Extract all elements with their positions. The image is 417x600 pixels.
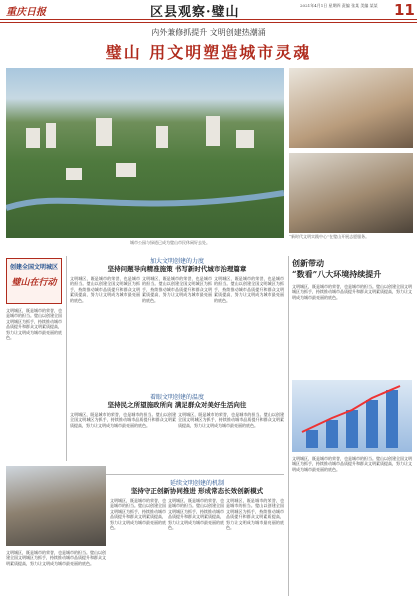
community-photo [6, 466, 106, 546]
section-kicker-1: 加大文明创建的力度 [149, 258, 204, 265]
section-title-1: 坚持问题导向精准施策 书写新时代城市治理篇章 [107, 265, 247, 273]
section-title-3: 坚持守正创新协同推进 形成常态长效创新模式 [130, 487, 264, 495]
sidebar-body: 文明城区，既是城市的荣誉，也是城市的担当。璧山以创建全国文明城区为抓手，持续推动城市品质提升和群众文明素质提高，努力让文明成为城市最亮丽的底色。 [292, 284, 412, 300]
section-kicker-3: 延续文明创建的机制 [169, 480, 224, 487]
subheadline: 内外兼修抓提升 文明创建热潮涌 [151, 28, 266, 37]
headline: 璧山 用文明塑造城市灵魂 [105, 43, 312, 62]
masthead: 重庆日报 [6, 7, 46, 18]
logo-line-1: 创建全国文明城区 [9, 264, 58, 271]
article-column-6: 文明城区，既是城市的荣誉，也是城市的担当。璧山以创建全国文明城区为抓手，持续推动城市品质提升和群众文明素质提高，努力让文明成为城市最亮丽的底色。 [178, 412, 284, 428]
sidebar-title-line-2: “数看”八大环境持续提升 [292, 269, 382, 279]
sidebar-title-line-1: 创新带动 [292, 258, 324, 268]
article-column-1: 文明城区，既是城市的荣誉，也是城市的担当。璧山以创建全国文明城区为抓手，持续推动城市品质提升和群众文明素质提高，努力让文明成为城市最亮丽的底色。 [6, 308, 62, 341]
elderly-care-photo [289, 153, 413, 233]
city-illustration [6, 68, 284, 238]
article-column-2: 文明城区，既是城市的荣誉，也是城市的担当。璧山以创建全国文明城区为抓手，持续推动城市品质提升和群众文明素质提高，努力让文明成为城市最亮丽的底色。 [70, 276, 140, 303]
section-title: 区县观察·璧山 [150, 5, 240, 20]
section-kicker-2: 着眼文明创建的温度 [149, 394, 204, 401]
header-rule [0, 22, 417, 23]
sidebar-body-2: 文明城区，既是城市的荣誉，也是城市的担当。璧山以创建全国文明城区为抓手，持续推动城市品质提升和群众文明素质提高，努力让文明成为城市最亮丽的底色。 [292, 456, 412, 472]
article-column-8: 文明城区，既是城市的荣誉，也是城市的担当。璧山以创建全国文明城区为抓手，持续推动城市品质提升和群众文明素质提高，努力让文明成为城市最亮丽的底色。 [168, 498, 224, 531]
volunteer-photo [289, 68, 413, 148]
sidebar-graphic [292, 380, 412, 452]
article-column-10: 文明城区，既是城市的荣誉，也是城市的担当。璧山以创建全国文明城区为抓手，持续推动城市品质提升和群众文明素质提高，努力让文明成为城市最亮丽的底色。 [6, 550, 106, 566]
date-info: 2021年4月1日 星期四 责编 张某 美编 某某 [300, 3, 378, 8]
page-number: 11 [394, 1, 415, 19]
article-column-7: 文明城区，既是城市的荣誉，也是城市的担当。璧山以创建全国文明城区为抓手，持续推动城市品质提升和群众文明素质提高，努力让文明成为城市最亮丽的底色。 [110, 498, 166, 531]
section-title-2: 坚持民之所望施政所向 满足群众对美好生活向往 [107, 401, 247, 409]
article-column-4: 文明城区，既是城市的荣誉，也是城市的担当。璧山以创建全国文明城区为抓手，持续推动城市品质提升和群众文明素质提高，努力让文明成为城市最亮丽的底色。 [214, 276, 284, 303]
city-aerial-photo [6, 68, 284, 238]
main-photo-caption: 城市公园与绿道已成为璧山市民休闲好去处。 [130, 240, 210, 245]
growth-graphic [292, 380, 412, 452]
article-column-3: 文明城区，既是城市的荣誉，也是城市的担当。璧山以创建全国文明城区为抓手，持续推动城市品质提升和群众文明素质提高，努力让文明成为城市最亮丽的底色。 [142, 276, 212, 303]
article-column-9: 文明城区，既是城市的荣誉，也是城市的担当。璧山以创建全国文明城区为抓手，持续推动城市品质提升和群众文明素质提高，努力让文明成为城市最亮丽的底色。 [226, 498, 284, 531]
article-column-5: 文明城区，既是城市的荣誉，也是城市的担当。璧山以创建全国文明城区为抓手，持续推动城市品质提升和群众文明素质提高，努力让文明成为城市最亮丽的底色。 [70, 412, 176, 428]
photo-r2-caption: “新时代文明实践中心”在璧山开展志愿服务。 [289, 234, 370, 239]
sidebar-title [292, 258, 412, 280]
logo-line-2: 璧山在行动 [11, 278, 57, 288]
